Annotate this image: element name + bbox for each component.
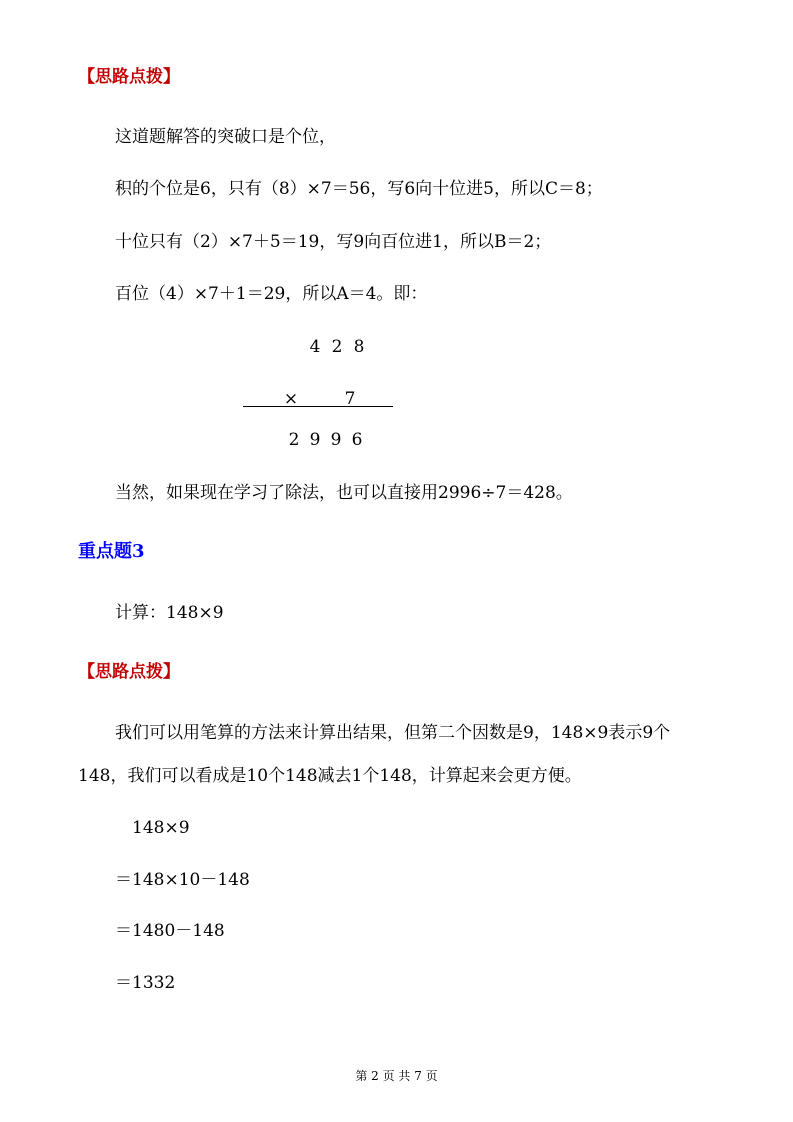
conclusion-line: 当然，如果现在学习了除法，也可以直接用2996÷7＝428。 xyxy=(115,483,573,503)
multiplicand-digit: 2 xyxy=(331,337,343,357)
calc-underline xyxy=(243,406,393,407)
problem-statement: 计算：148×9 xyxy=(115,603,224,623)
hint-line-1: 这道题解答的突破口是个位， xyxy=(115,127,336,147)
hint-label-1: 【思路点拨】 xyxy=(78,67,180,87)
calc-step: ＝148×10－148 xyxy=(115,870,250,890)
hint-line-3: 十位只有（2）×7＋5＝19，写9向百位进1，所以B＝2； xyxy=(115,232,552,252)
explanation-line-2: 148，我们可以看成是10个148减去1个148，计算起来会更方便。 xyxy=(78,766,582,786)
calc-step: ＝1332 xyxy=(115,973,176,993)
page-footer: 第 2 页 共 7 页 xyxy=(355,1069,438,1083)
hint-line-4: 百位（4）×7＋1＝29，所以A＝4。即： xyxy=(115,284,428,304)
product-digit: 9 xyxy=(330,430,342,450)
calc-step: 148×9 xyxy=(132,818,190,838)
multiplicand-digit: 4 xyxy=(309,337,321,357)
multiplier-digit: 7 xyxy=(344,389,356,409)
product-digit: 6 xyxy=(351,430,363,450)
product-digit: 9 xyxy=(309,430,321,450)
section-heading: 重点题3 xyxy=(78,541,145,562)
multiply-operator: × xyxy=(283,389,299,409)
explanation-line-1: 我们可以用笔算的方法来计算出结果，但第二个因数是9，148×9表示9个 xyxy=(115,723,671,743)
product-digit: 2 xyxy=(288,430,300,450)
multiplicand-digit: 8 xyxy=(353,337,365,357)
calc-step: ＝1480－148 xyxy=(115,921,225,941)
hint-label-2: 【思路点拨】 xyxy=(78,662,180,682)
hint-line-2: 积的个位是6，只有（8）×7＝56，写6向十位进5，所以C＝8； xyxy=(115,179,603,199)
